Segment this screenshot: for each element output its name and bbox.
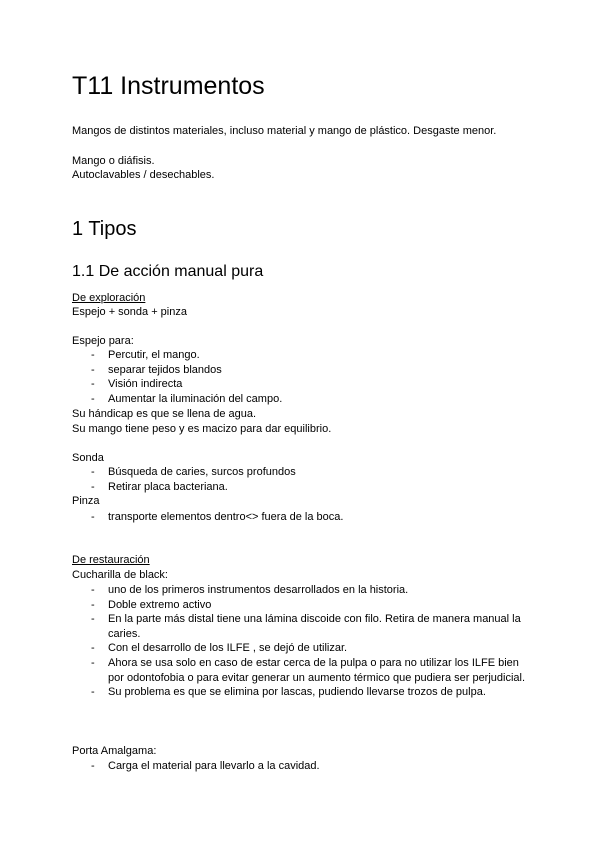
- list-item: - En la parte más distal tiene una lámina discoide con filo. Retira de manera manual la caries.: [72, 612, 532, 641]
- section-heading-tipos: 1 Tipos: [72, 218, 137, 240]
- intro-line-materials: Mangos de distintos materiales, incluso material y mango de plástico. Desgaste menor.: [72, 125, 497, 137]
- heading-exploracion: De exploración: [72, 292, 146, 304]
- sonda-label: Sonda: [72, 452, 104, 464]
- list-item: - uno de los primeros instrumentos desarrollados en la historia.: [72, 583, 532, 598]
- intro-line-autoclavables: Autoclavables / desechables.: [72, 169, 215, 181]
- porta-amalgama-label: Porta Amalgama:: [72, 745, 157, 757]
- espejo-list: [72, 348, 532, 406]
- espejo-note-handicap: Su hándicap es que se llena de agua.: [72, 408, 257, 420]
- page-title: T11 Instrumentos: [72, 72, 265, 100]
- list-item: - Retirar placa bacteriana.: [72, 480, 532, 495]
- subsection-heading-accion-manual: 1.1 De acción manual pura: [72, 263, 264, 280]
- list-item: - Aumentar la iluminación del campo.: [72, 392, 532, 407]
- list-item: - Su problema es que se elimina por lascas, pudiendo llevarse trozos de pulpa.: [72, 685, 532, 700]
- cucharilla-list: [72, 583, 532, 700]
- list-item: - Carga el material para llevarlo a la cavidad.: [72, 759, 532, 774]
- exploracion-summary: Espejo + sonda + pinza: [72, 306, 187, 318]
- list-item: - Búsqueda de caries, surcos profundos: [72, 465, 532, 480]
- intro-line-mango: Mango o diáfisis.: [72, 155, 155, 167]
- pinza-list: [72, 510, 532, 525]
- porta-amalgama-list: [72, 759, 532, 774]
- list-item: - transporte elementos dentro<> fuera de la boca.: [72, 510, 532, 525]
- list-item: - Percutir, el mango.: [72, 348, 532, 363]
- list-item: - Con el desarrollo de los ILFE , se dejó de utilizar.: [72, 641, 532, 656]
- pinza-label: Pinza: [72, 495, 100, 507]
- list-item: - Ahora se usa solo en caso de estar cerca de la pulpa o para no utilizar los ILFE bien por odontofobia o para evitar generar un aumento térmico que pudiera ser perjudicial.: [72, 656, 532, 685]
- list-item: - Visión indirecta: [72, 377, 532, 392]
- list-item: - Doble extremo activo: [72, 598, 532, 613]
- espejo-note-mango: Su mango tiene peso y es macizo para dar equilibrio.: [72, 423, 332, 435]
- espejo-label: Espejo para:: [72, 335, 134, 347]
- list-item: - separar tejidos blandos: [72, 363, 532, 378]
- sonda-list: [72, 465, 532, 494]
- heading-restauracion: De restauración: [72, 554, 150, 566]
- cucharilla-label: Cucharilla de black:: [72, 569, 168, 581]
